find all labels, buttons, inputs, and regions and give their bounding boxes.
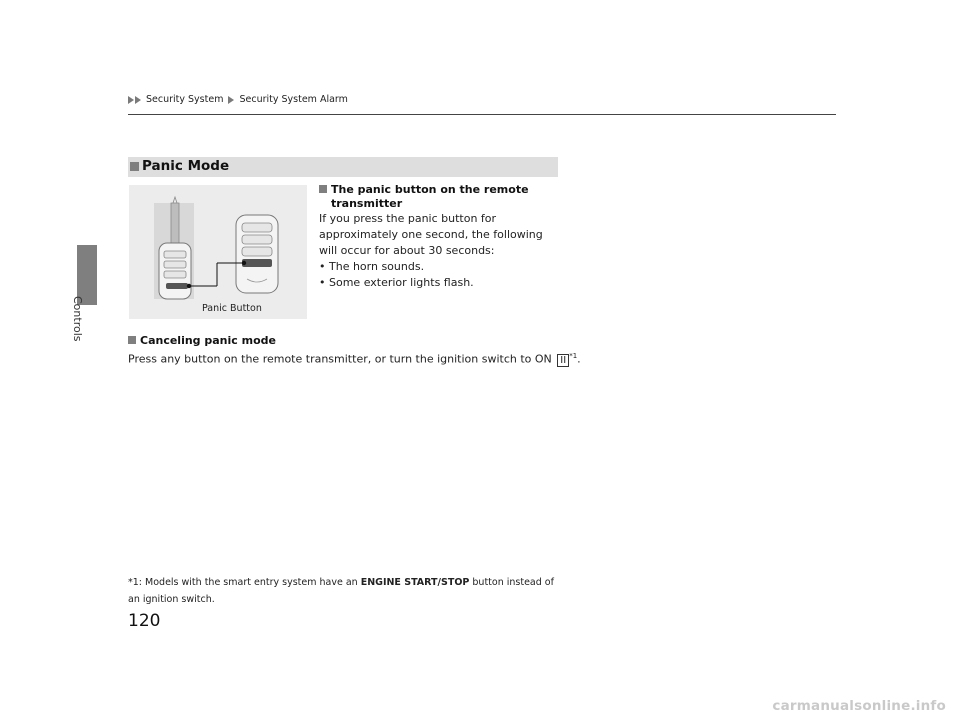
panic-effects-list [319, 259, 559, 291]
footnote-text: Models with the smart entry system have an [145, 577, 358, 588]
figure-caption: Panic Button [202, 303, 262, 314]
ignition-position-badge: II [557, 354, 569, 367]
header-rule [128, 114, 836, 115]
watermark: carmanualsonline.info [772, 698, 946, 714]
canceling-panic-mode [128, 334, 688, 368]
key-fob-illustration [129, 185, 307, 319]
footnote-bold-term: ENGINE START/STOP [360, 577, 470, 588]
subheading-square-icon [128, 336, 136, 344]
canceling-text [128, 348, 688, 368]
side-tab-label: Controls [71, 296, 84, 342]
section-square-icon [130, 162, 139, 171]
panic-button-heading-text: The panic button on the remote transmitter [331, 183, 529, 210]
section-header [128, 157, 558, 177]
footnote [128, 574, 568, 608]
list-item: • Some exterior lights flash. [319, 275, 559, 291]
breadcrumb-arrow-icon [128, 96, 141, 104]
list-item: • The horn sounds. [319, 259, 559, 275]
breadcrumb-item-security-system-alarm[interactable]: Security System Alarm [239, 94, 348, 105]
footnote-text-end: button instead of an ignition switch. [128, 577, 554, 605]
panic-button-intro: If you press the panic button for approximately one second, the following will occur for about 30 seconds: [319, 212, 543, 257]
canceling-heading-text: Canceling panic mode [140, 334, 276, 347]
footnote-marker: *1: [128, 577, 142, 588]
canceling-text-body: Press any button on the remote transmitter, or turn the ignition switch to ON [128, 352, 556, 366]
panic-button-heading [319, 183, 559, 211]
canceling-text-end: . [577, 352, 581, 366]
canceling-heading [128, 334, 688, 348]
subheading-square-icon [319, 185, 327, 193]
page-number: 120 [128, 611, 161, 631]
section-title: Panic Mode [142, 158, 230, 174]
panic-button-description [319, 183, 559, 291]
remote-transmitter-figure [129, 185, 307, 319]
breadcrumb-item-security-system[interactable]: Security System [146, 94, 224, 105]
breadcrumb [128, 94, 348, 105]
footnote-reference: *1 [569, 352, 578, 360]
breadcrumb-separator-icon [228, 96, 234, 104]
